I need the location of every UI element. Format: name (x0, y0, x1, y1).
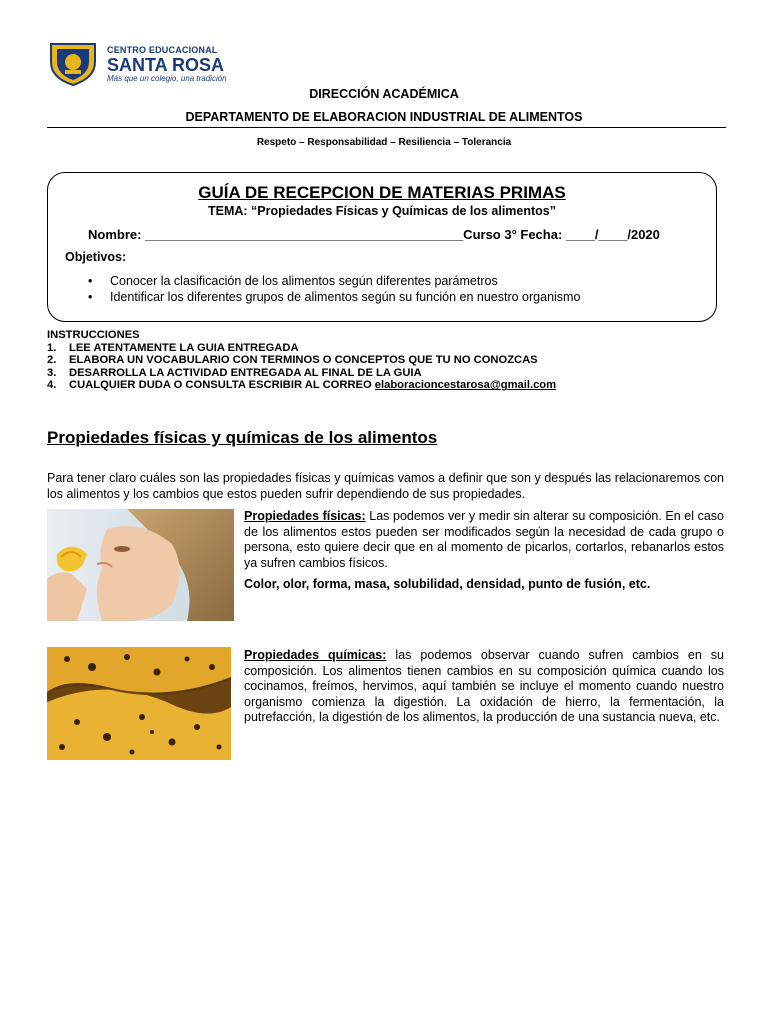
instructions-block (47, 329, 556, 392)
school-name-block (107, 46, 227, 83)
email-link[interactable]: elaboracioncestarosa@gmail.com (374, 379, 557, 392)
instruction-number: 4. (47, 379, 57, 392)
chemical-properties-text: las podemos observar cuando sufren cambios en su composición. Los alimentos tienen cambios en su composición química cuando los cocinamos, freímos, hervimos, aquí también se incluye el momento cuando nuestro organismo comienza la digestión. La oxidación de hierro, la fermentación, la putrefacción, la digestión de los alimentos, la producción de una sustancia nueva, etc. (244, 648, 724, 724)
guide-topic: TEMA: “Propiedades Físicas y Químicas de los alimentos” (207, 204, 557, 218)
objective-item: • Conocer la clasificación de los alimentos según diferentes parámetros (88, 274, 580, 290)
logo-slogan: Más que un colegio, una tradición (107, 74, 227, 83)
instruction-text: CUALQUIER DUDA O CONSULTA ESCRIBIR AL CORREO (69, 379, 375, 392)
objectives-list (88, 274, 580, 305)
physical-properties-text: Las podemos ver y medir sin alterar su composición. En el caso de los alimentos estos pueden ser modificados según la necesidad de cada grupo o persona, esto quiere decir que en al momento de picarlos, cortarlos, rebanarlos estos ya sufren cambios físicos. (244, 509, 725, 570)
logo-name: SANTA ROSA (107, 55, 224, 75)
department-heading: DEPARTAMENTO DE ELABORACION INDUSTRIAL DE ALIMENTOS (185, 110, 583, 124)
objectives-label: Objetivos: (65, 250, 127, 264)
physical-properties-paragraph (244, 509, 724, 571)
physical-properties-term: Propiedades físicas: (244, 509, 366, 523)
instruction-item (47, 379, 556, 392)
guide-title: GUÍA DE RECEPCION DE MATERIAS PRIMAS (198, 183, 566, 202)
chemical-properties-term: Propiedades químicas: (244, 648, 387, 662)
instruction-number: 1. (47, 341, 57, 354)
header-divider (47, 127, 726, 128)
instruction-text: DESARROLLA LA ACTIVIDAD ENTREGADA AL FINAL DE LA GUIA (69, 366, 422, 379)
instruction-text: ELABORA UN VOCABULARIO CON TERMINOS O CONCEPTOS QUE TU NO CONOZCAS (69, 354, 538, 367)
section-title: Propiedades físicas y químicas de los alimentos (47, 428, 438, 447)
instructions-title: INSTRUCCIONES (47, 329, 140, 341)
ripe-bananas-photo (47, 647, 231, 760)
school-values: Respeto – Responsabilidad – Resiliencia – Tolerancia (256, 137, 512, 148)
instruction-text: LEE ATENTAMENTE LA GUIA ENTREGADA (69, 341, 299, 354)
instruction-item (47, 354, 556, 367)
instruction-number: 2. (47, 354, 57, 367)
chemical-properties-paragraph (244, 648, 724, 726)
student-name-line: Nombre: ____________________________________________Curso 3° Fecha: ____/____/2020 (88, 227, 660, 242)
school-crest-logo (47, 40, 99, 86)
instruction-item (47, 367, 556, 380)
intro-paragraph: Para tener claro cuáles son las propiedades físicas y químicas vamos a definir que son y después las relacionaremos con los alimentos y los cambios que estos pueden sufrir dependiendo de sus propiedades. (47, 471, 724, 501)
physical-properties-list: Color, olor, forma, masa, solubilidad, densidad, punto de fusión, etc. (244, 577, 651, 591)
instruction-item (47, 342, 556, 355)
smelling-fruit-photo (47, 509, 234, 621)
academic-direction-heading: DIRECCIÓN ACADÉMICA (309, 87, 459, 101)
logo-small-text: CENTRO EDUCACIONAL (107, 45, 218, 55)
objective-item: • Identificar los diferentes grupos de alimentos según su función en nuestro organismo (88, 290, 580, 306)
instruction-number: 3. (47, 366, 57, 379)
